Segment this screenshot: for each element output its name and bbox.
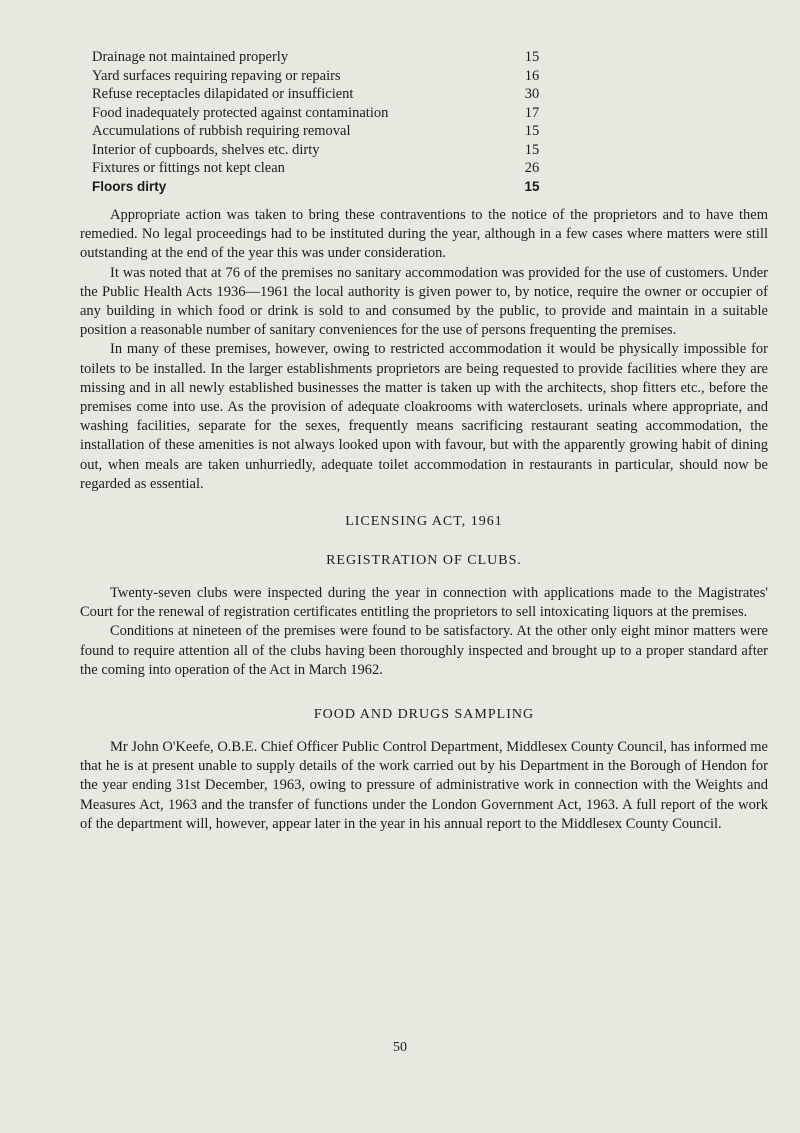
heading-food-and-drugs-sampling: FOOD AND DRUGS SAMPLING xyxy=(313,707,535,722)
paragraph: Appropriate action was taken to bring these contraventions to the notice of the proprietors and to have them remedied. No legal proceedings had to be instituted during the year, although in a few cases where matters were still outstanding at the end of the year this was under consideration. xyxy=(80,207,768,262)
food-drugs-section xyxy=(80,738,768,834)
table-row xyxy=(92,67,552,86)
defect-count: 30 xyxy=(524,86,540,102)
defect-item: Fixtures or fittings not kept clean xyxy=(92,160,285,176)
defect-count: 15 xyxy=(524,49,540,65)
page-number: 50 xyxy=(393,1040,407,1055)
table-row xyxy=(92,85,552,104)
defect-item: Refuse receptacles dilapidated or insufficient xyxy=(92,86,354,102)
paragraph: In many of these premises, however, owing to restricted accommodation it would be physically impossible for toilets to be installed. In the larger establishments proprietors are being requested to provide facilities where they are missing and in all newly established businesses the matter is taken up with the architects, shop fitters etc., before the premises come into use. As the provision of adequate cloakrooms with waterclosets. urinals where appropriate, and washing facilities, separate for the sexes, frequently means sacrificing restaurant seating accommodation, the installation of these amenities is not always looked upon with favour, but with the apparently growing habit of dining out, when meals are taken unhurriedly, adequate toilet accommodation in restaurants in particular, should now be regarded as essential. xyxy=(80,341,768,492)
defect-count: 16 xyxy=(524,67,540,84)
defect-item: Accumulations of rubbish requiring removal xyxy=(92,123,351,139)
paragraph: Conditions at nineteen of the premises were found to be satisfactory. At the other only eight minor matters were found to require attention all of the clubs having been thoroughly inspected and brought up to a proper standard after the coming into operation of the Act in March 1962. xyxy=(80,623,768,678)
clubs-section xyxy=(80,584,768,680)
defect-count: 15 xyxy=(524,178,540,194)
defect-count: 26 xyxy=(524,160,540,176)
defect-item: Yard surfaces requiring repaving or repairs xyxy=(92,67,341,84)
table-row xyxy=(92,178,552,197)
table-row xyxy=(92,104,552,123)
defect-item: Drainage not maintained properly xyxy=(92,49,289,65)
defect-item: Food inadequately protected against contamination xyxy=(92,104,389,121)
heading-registration-of-clubs: REGISTRATION OF CLUBS. xyxy=(326,553,522,568)
paragraph: Mr John O'Keefe, O.B.E. Chief Officer Public Control Department, Middlesex County Council, has informed me that he is at present unable to supply details of the work carried out by his Department in the Borough of Hendon for the year ending 31st December, 1963, owing to pressure of administrative work in connection with the Weights and Measures Act, 1963 and the transfer of functions under the London Government Act, 1963. A full report of the work of the department will, however, appear later in the year in his annual report to the Middlesex County Council. xyxy=(80,739,768,832)
heading-licensing-act: LICENSING ACT, 1961 xyxy=(345,514,503,529)
paragraph: Twenty-seven clubs were inspected during the year in connection with applications made to the Magistrates' Court for the renewal of registration certificates entitling the proprietors to sell intoxicating liquors at the premises. xyxy=(80,585,768,621)
defect-count: 15 xyxy=(524,123,540,139)
table-row xyxy=(92,141,552,160)
defect-item: Floors dirty xyxy=(92,178,167,194)
defect-count: 15 xyxy=(524,141,540,158)
table-row xyxy=(92,48,552,67)
table-row xyxy=(92,159,552,178)
sanitary-section xyxy=(80,206,768,494)
paragraph: It was noted that at 76 of the premises no sanitary accommodation was provided for the use of customers. Under the Public Health Acts 1936—1961 the local authority is given power to, by notice, require the owner or occupier of any building in which food or drink is sold to and consumed by the public, to provide and maintain in a suitable position a reasonable number of sanitary conveniences for the use of persons frequenting the premises. xyxy=(80,264,768,339)
defects-table xyxy=(92,48,552,196)
table-row xyxy=(92,122,552,141)
defect-item: Interior of cupboards, shelves etc. dirty xyxy=(92,141,320,158)
defect-count: 17 xyxy=(524,104,540,121)
